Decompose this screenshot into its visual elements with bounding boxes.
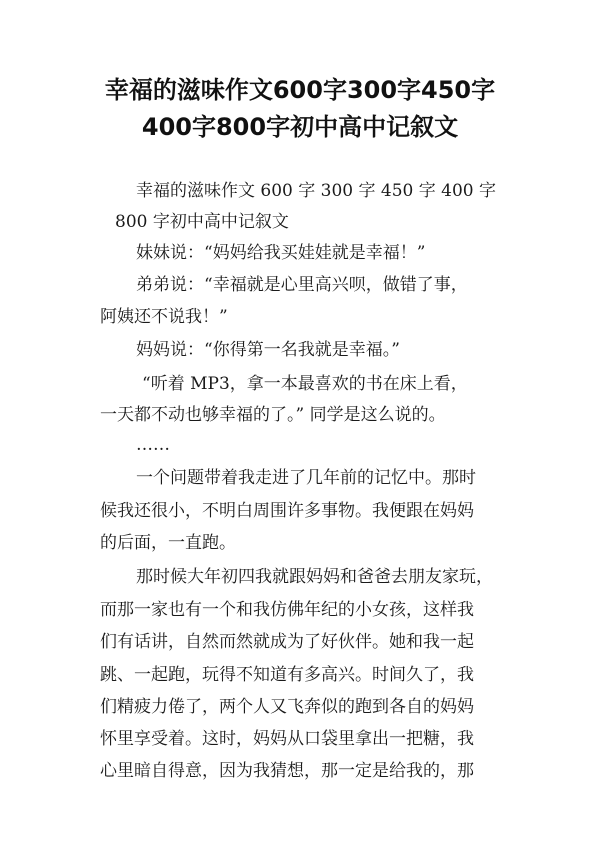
body-line-5: 阿姨还不说我！” bbox=[100, 307, 228, 327]
body-line-6: 妈妈说：“你得第一名我就是幸福。” bbox=[136, 340, 400, 360]
body-line-14: 而那一家也有一个和我仿佛年纪的小女孩，这样我 bbox=[100, 600, 474, 620]
body-line-3: 妹妹说：“妈妈给我买娃娃就是幸福！” bbox=[136, 243, 426, 263]
body-line-18: 怀里享受着。这时，妈妈从口袋里拿出一把糖，我 bbox=[100, 729, 474, 749]
body-line-7: “听着 MP3，拿一本最喜欢的书在床上看， bbox=[142, 374, 468, 394]
body-line-9: …… bbox=[136, 435, 170, 455]
body-line-8: 一天都不动也够幸福的了。” 同学是这么说的。 bbox=[100, 405, 446, 425]
body-line-2: 800 字初中高中记叙文 bbox=[115, 212, 289, 232]
body-line-19: 心里暗自得意，因为我猜想，那一定是给我的，那 bbox=[100, 761, 474, 781]
body-line-17: 们精疲力倦了，两个人又飞奔似的跑到各自的妈妈 bbox=[100, 697, 474, 717]
body-line-12: 的后面，一直跑。 bbox=[100, 533, 236, 553]
document-title-line-1: 幸福的滋味作文600字300字450字 bbox=[104, 76, 496, 104]
body-line-1: 幸福的滋味作文 600 字 300 字 450 字 400 字 bbox=[136, 181, 497, 201]
document-title-line-2: 400字800字初中高中记叙文 bbox=[141, 113, 459, 141]
body-line-11: 候我还很小，不明白周围许多事物。我便跟在妈妈 bbox=[100, 501, 474, 521]
body-line-4: 弟弟说：“幸福就是心里高兴呗，做错了事， bbox=[136, 275, 468, 295]
body-line-15: 们有话讲，自然而然就成为了好伙伴。她和我一起 bbox=[100, 632, 474, 652]
body-line-13: 那时候大年初四我就跟妈妈和爸爸去朋友家玩， bbox=[136, 567, 493, 587]
body-line-16: 跳、一起跑，玩得不知道有多高兴。时间久了，我 bbox=[100, 665, 474, 685]
body-line-10: 一个问题带着我走进了几年前的记忆中。那时 bbox=[136, 468, 476, 488]
